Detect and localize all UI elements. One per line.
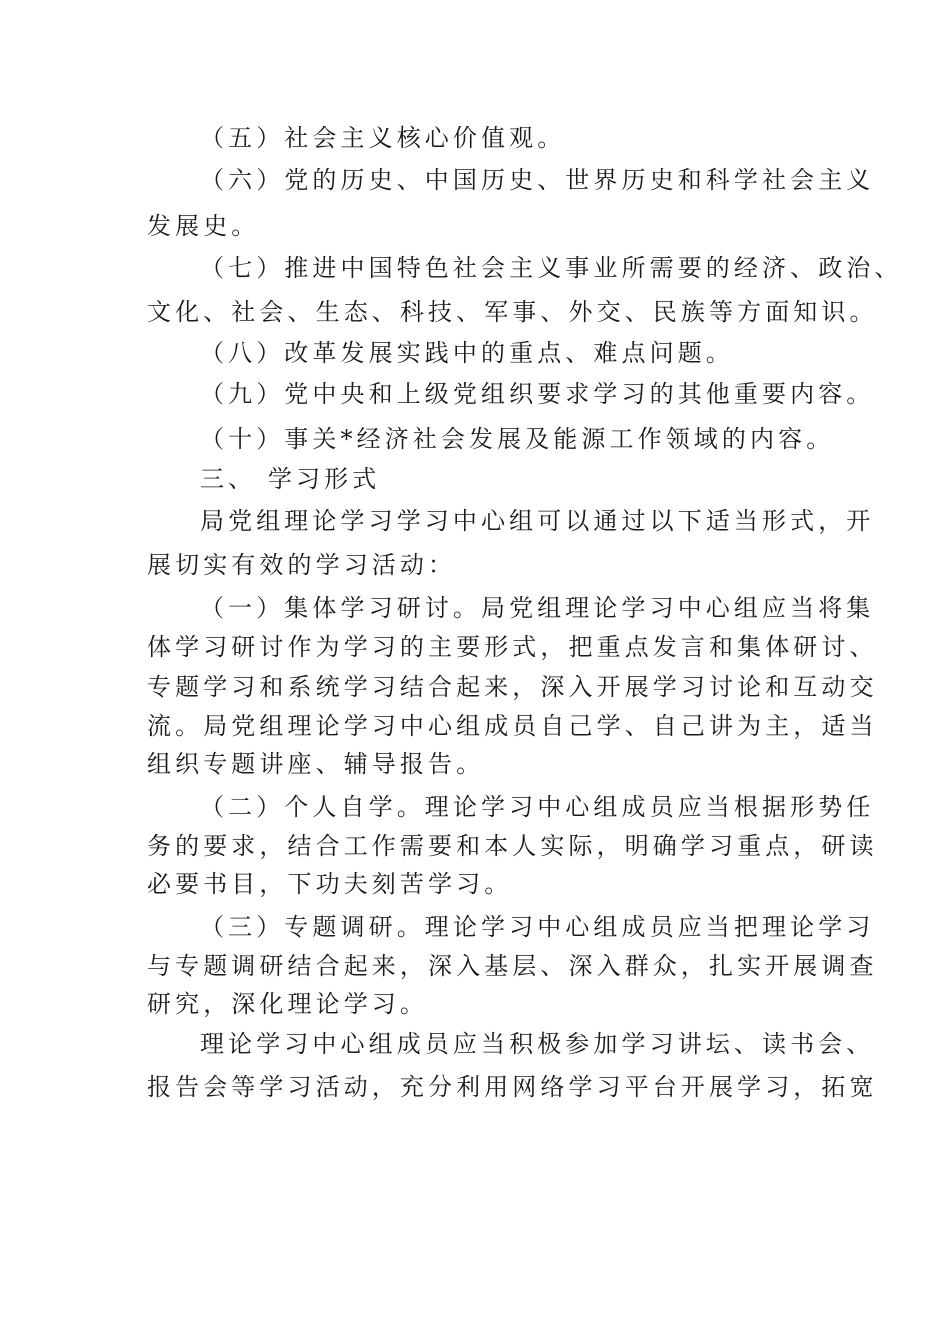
form-item-3: （三）专题调研。理论学习中心组成员应当把理论学习 — [200, 913, 875, 941]
content-item-7-continued: 文化、社会、生态、科技、军事、外交、民族等方面知识。 — [147, 298, 878, 326]
content-item-6-continued: 发展史。 — [147, 212, 260, 240]
paragraph-closing-continued: 报告会等学习活动，充分利用网络学习平台开展学习，拓宽 — [147, 1073, 878, 1101]
paragraph-intro: 局党组理论学习学习中心组可以通过以下适当形式，开 — [200, 507, 875, 535]
form-item-3-line-3: 研究，深化理论学习。 — [147, 990, 428, 1018]
content-item-5: （五）社会主义核心价值观。 — [200, 124, 566, 152]
form-item-1-line-2: 体学习研讨作为学习的主要形式，把重点发言和集体研讨、 — [147, 633, 878, 661]
content-item-8: （八）改革发展实践中的重点、难点问题。 — [200, 339, 734, 367]
form-item-2: （二）个人自学。理论学习中心组成员应当根据形势任 — [200, 793, 875, 821]
form-item-3-line-2: 与专题调研结合起来，深入基层、深入群众，扎实开展调查 — [147, 952, 878, 980]
section-heading-3: 三、 学习形式 — [200, 465, 381, 493]
paragraph-closing: 理论学习中心组成员应当积极参加学习讲坛、读书会、 — [200, 1030, 875, 1058]
content-item-9: （九）党中央和上级党组织要求学习的其他重要内容。 — [200, 380, 875, 408]
paragraph-intro-continued: 展切实有效的学习活动： — [147, 551, 457, 579]
content-item-7: （七）推进中国特色社会主义事业所需要的经济、政治、 — [200, 254, 903, 282]
content-item-10: （十）事关*经济社会发展及能源工作领域的内容。 — [200, 425, 835, 453]
form-item-1: （一）集体学习研讨。局党组理论学习中心组应当将集 — [200, 594, 875, 622]
content-item-6: （六）党的历史、中国历史、世界历史和科学社会主义 — [200, 166, 875, 194]
form-item-1-line-3: 专题学习和系统学习结合起来，深入开展学习讨论和互动交 — [147, 673, 878, 701]
form-item-2-line-3: 必要书目，下功夫刻苦学习。 — [147, 870, 513, 898]
form-item-2-line-2: 务的要求，结合工作需要和本人实际，明确学习重点，研读 — [147, 832, 878, 860]
form-item-1-line-4: 流。局党组理论学习中心组成员自己学、自己讲为主，适当 — [147, 712, 878, 740]
form-item-1-line-5: 组织专题讲座、辅导报告。 — [147, 750, 485, 778]
